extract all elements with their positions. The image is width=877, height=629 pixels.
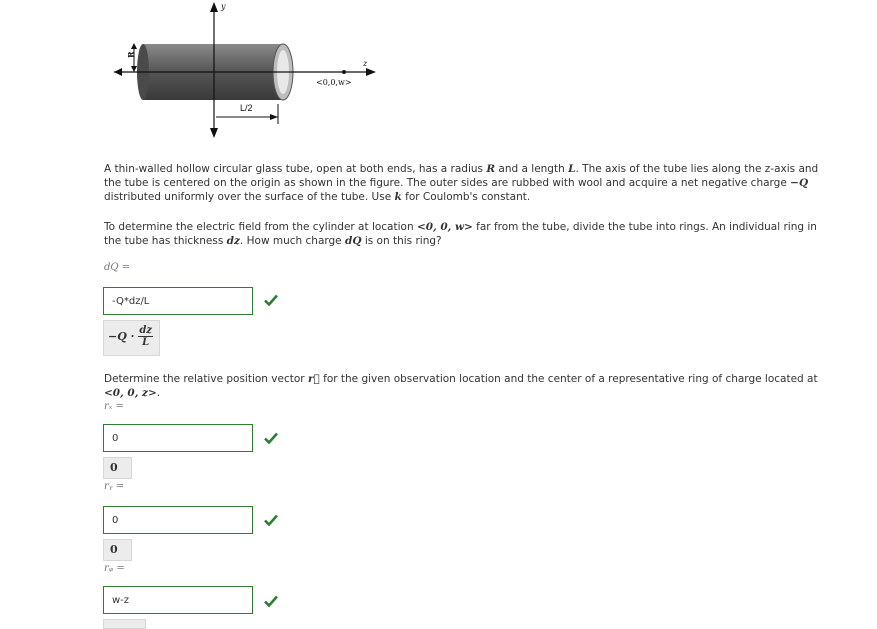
math-R: R [486, 163, 496, 175]
ry-label: rᵧ = [104, 481, 125, 492]
y-axis-label: y [221, 2, 226, 11]
problem-statement: A thin-walled hollow circular glass tube, open at both ends, has a radius R and a length L. The axis of the tube lies along the z-axis and the tube is centered on the origin as shown in the figure. The outer sides are rubbed with wool and acquire a net negative charge −Q distributed uniformly over the surface of the tube. Use k for Coulomb's constant. [104, 163, 819, 203]
dq-math-preview: −Q · $\frac{dz}{L}$ [103, 320, 160, 356]
observation-label: <0,0,w> [316, 78, 352, 87]
ry-correct-check-icon [264, 514, 278, 526]
math-location-z: <0, 0, z> [104, 387, 157, 399]
math-Q: −Q [790, 177, 809, 189]
math-dz: dz [226, 235, 240, 247]
rz-math-preview [103, 619, 146, 629]
rx-label: rₓ = [104, 401, 124, 412]
ry-math-preview: 0 [103, 539, 132, 561]
rz-input[interactable] [103, 586, 253, 614]
tube-figure [100, 0, 400, 145]
dq-correct-check-icon [264, 294, 278, 306]
rz-correct-check-icon [264, 595, 278, 607]
observation-point [342, 70, 346, 74]
math-location-w: <0, 0, w> [416, 221, 473, 233]
z-axis-label: z [363, 59, 368, 68]
half-length-label: L/2 [240, 103, 253, 113]
ry-input[interactable] [103, 506, 253, 534]
radius-label: R [126, 51, 136, 58]
rz-label: rᵩ = [104, 563, 125, 574]
rx-math-preview: 0 [103, 457, 132, 479]
dq-label: dQ = [104, 262, 131, 273]
dq-input[interactable] [103, 287, 253, 315]
position-vector-question: Determine the relative position vector r⃗ for the given observation location and the center of a representative ring of charge located at <0, 0, z>. [104, 373, 818, 399]
rx-input[interactable] [103, 424, 253, 452]
math-L: L [568, 163, 576, 175]
math-k: k [394, 191, 402, 203]
ring-charge-question: To determine the electric field from the cylinder at location <0, 0, w> far from the tube, divide the tube into rings. An individual ring in the tube has thickness dz. How much charge dQ is on this ring? [104, 221, 817, 247]
math-dQ: dQ [344, 235, 362, 247]
rx-correct-check-icon [264, 432, 278, 444]
math-r-vector: r⃗ [307, 373, 320, 385]
